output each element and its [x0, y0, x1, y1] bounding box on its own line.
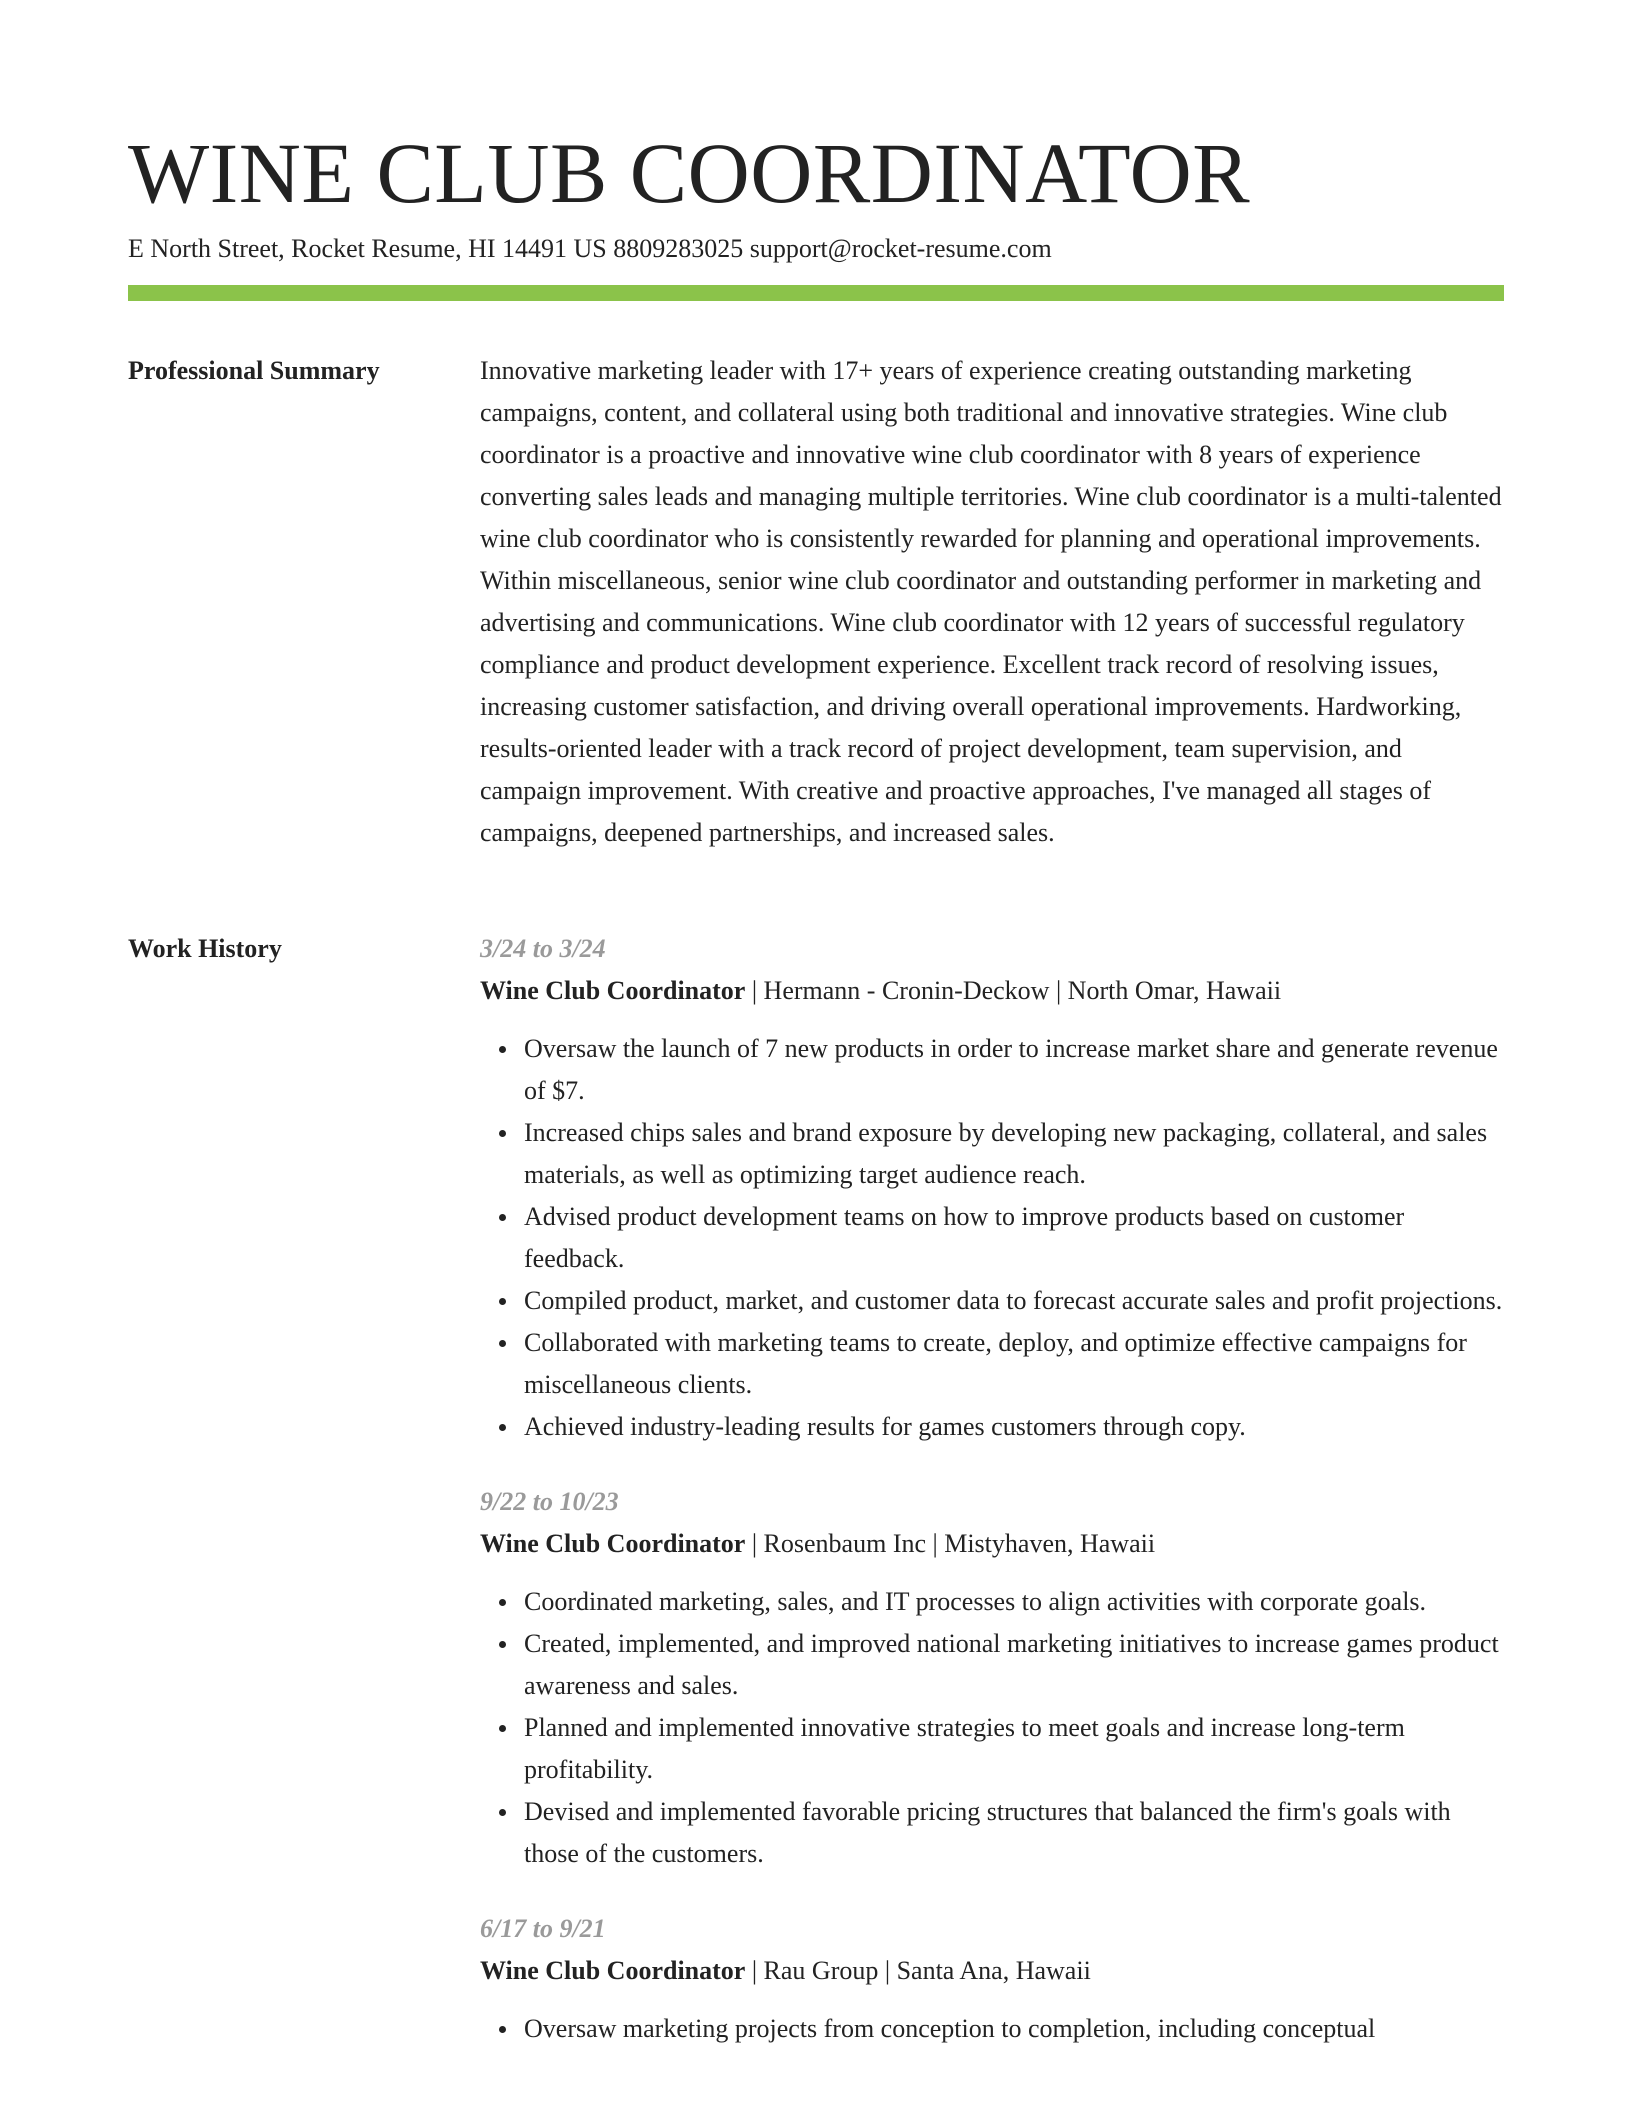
job-bullet: Achieved industry-leading results for games customers through copy.	[524, 1406, 1504, 1448]
job-bullet: Coordinated marketing, sales, and IT processes to align activities with corporate goals.	[524, 1581, 1504, 1623]
job-bullet: Compiled product, market, and customer data to forecast accurate sales and profit projections.	[524, 1280, 1504, 1322]
job-title: Wine Club Coordinator	[480, 1956, 746, 1985]
resume-name-heading: WINE CLUB COORDINATOR	[128, 125, 1251, 221]
job-bullet-list	[480, 1028, 1504, 1448]
job-bullet: Devised and implemented favorable pricing structures that balanced the firm's goals with those of the customers.	[524, 1791, 1504, 1875]
job-dates: 9/22 to 10/23	[480, 1487, 619, 1516]
contact-email: support@rocket-resume.com	[749, 234, 1052, 263]
job-title-line	[480, 970, 1504, 1012]
job-dates: 6/17 to 9/21	[480, 1914, 606, 1943]
job-entry	[480, 1481, 1504, 1875]
contact-line	[128, 232, 1052, 266]
job-title-line	[480, 1950, 1504, 1992]
job-bullet: Collaborated with marketing teams to create, deploy, and optimize effective campaigns for miscellaneous clients.	[524, 1322, 1504, 1406]
job-bullet: Advised product development teams on how to improve products based on customer feedback.	[524, 1196, 1504, 1280]
job-details: | Rau Group | Santa Ana, Hawaii	[745, 1956, 1091, 1985]
job-bullet: Planned and implemented innovative strategies to meet goals and increase long-term profitability.	[524, 1707, 1504, 1791]
job-title-line	[480, 1523, 1504, 1565]
job-bullet-list	[480, 2008, 1504, 2050]
job-bullet: Created, implemented, and improved national marketing initiatives to increase games product awareness and sales.	[524, 1623, 1504, 1707]
header-divider	[128, 285, 1504, 301]
job-bullet: Increased chips sales and brand exposure by developing new packaging, collateral, and sales materials, as well as optimizing target audience reach.	[524, 1112, 1504, 1196]
job-bullet: Oversaw the launch of 7 new products in order to increase market share and generate revenue of $7.	[524, 1028, 1504, 1112]
job-bullet-list	[480, 1581, 1504, 1875]
contact-address: E North Street, Rocket Resume, HI 14491 US	[128, 234, 607, 263]
job-title: Wine Club Coordinator	[480, 1529, 746, 1558]
job-details: | Rosenbaum Inc | Mistyhaven, Hawaii	[745, 1529, 1156, 1558]
section-title-summary: Professional Summary	[128, 356, 380, 385]
section-title-work-history: Work History	[128, 934, 282, 963]
job-entry	[480, 1908, 1504, 2050]
summary-text: Innovative marketing leader with 17+ years of experience creating outstanding marketing campaigns, content, and collateral using both traditional and innovative strategies. Wine club coordinator is a proactive and innovative wine club coordinator with 8 years of experience converting sales leads and managing multiple territories. Wine club coordinator is a multi-talented wine club coordinator who is consistently rewarded for planning and operational improvements. Within miscellaneous, senior wine club coordinator and outstanding performer in marketing and advertising and communications. Wine club coordinator with 12 years of successful regulatory compliance and product development experience. Excellent track record of resolving issues, increasing customer satisfaction, and driving overall operational improvements. Hardworking, results-oriented leader with a track record of project development, team supervision, and campaign improvement. With creative and proactive approaches, I've managed all stages of campaigns, deepened partnerships, and increased sales.	[480, 356, 1502, 847]
job-dates: 3/24 to 3/24	[480, 934, 606, 963]
contact-phone: 8809283025	[613, 234, 744, 263]
job-bullet: Oversaw marketing projects from conception to completion, including conceptual	[524, 2008, 1504, 2050]
job-title: Wine Club Coordinator	[480, 976, 746, 1005]
summary-body	[480, 350, 1504, 854]
job-entry	[480, 928, 1504, 1448]
job-details: | Hermann - Cronin-Deckow | North Omar, Hawaii	[745, 976, 1282, 1005]
work-history-body	[480, 928, 1504, 2083]
